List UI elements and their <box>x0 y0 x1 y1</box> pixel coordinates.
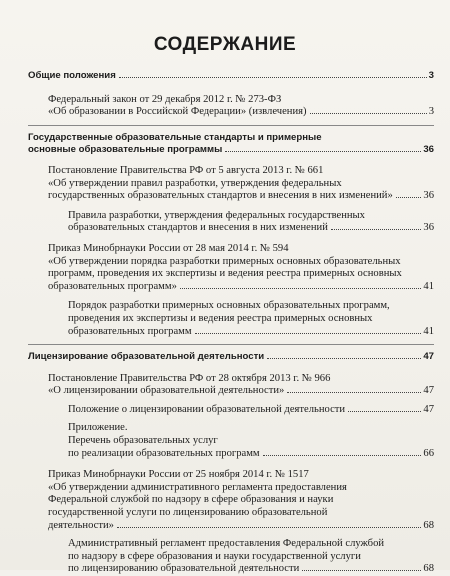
dot-leader <box>331 229 422 230</box>
toc-entry-line: деятельности» <box>48 519 114 531</box>
toc-entry-line: образовательных программ <box>68 325 192 337</box>
toc-entry-last-line <box>48 106 434 119</box>
toc-entry-line: Государственные образовательные стандарты и примерные <box>28 131 322 143</box>
section-divider <box>28 344 434 345</box>
toc-section <box>28 70 434 83</box>
page-number: 47 <box>423 385 434 397</box>
toc-entry-last-line <box>48 281 434 294</box>
toc-entry-line: Порядок разработки примерных основных образовательных программ, <box>68 300 390 312</box>
toc-entry <box>28 422 434 460</box>
toc-entry-line: Правила разработки, утверждения федеральных государственных <box>68 209 365 221</box>
toc-entry-line: Перечень образовательных услуг <box>68 435 218 447</box>
toc-entry-line: проведения их экспертизы и ведения реестра примерных основных <box>68 312 373 324</box>
dot-leader <box>348 411 421 412</box>
toc-entry-line: Административный регламент предоставления Федеральной службой <box>68 538 385 550</box>
toc-entry-last-line <box>48 385 434 398</box>
page-number: 41 <box>423 325 434 337</box>
toc-entry-line: Федеральный закон от 29 декабря 2012 г. № 273-ФЗ <box>48 93 282 105</box>
table-of-contents <box>28 70 434 576</box>
page-number: 68 <box>423 519 434 531</box>
toc-entry <box>28 373 434 398</box>
toc-entry-line: программ, проведения их экспертизы и ведения реестра примерных основных <box>48 268 402 280</box>
page-number: 41 <box>423 280 434 292</box>
toc-entry-last-line <box>68 448 434 461</box>
toc-entry-line: Постановление Правительства РФ от 5 августа 2013 г. № 661 <box>48 164 324 176</box>
toc-entry-line: «Об образовании в Российской Федерации» (извлечения) <box>48 106 307 118</box>
toc-entry-line: государственных образовательных стандартов и внесения в них изменений» <box>48 190 393 202</box>
dot-leader <box>287 392 421 393</box>
toc-entry <box>28 243 434 293</box>
toc-section <box>28 132 434 157</box>
page-number: 47 <box>423 351 434 363</box>
toc-entry-line: государственной услуги по лицензированию образовательной <box>48 507 328 519</box>
toc-entry-last-line <box>48 190 434 203</box>
toc-entry-line: Постановление Правительства РФ от 28 октября 2013 г. № 966 <box>48 372 331 384</box>
toc-entry <box>28 165 434 203</box>
page-title: СОДЕРЖАНИЕ <box>153 34 297 55</box>
toc-entry-last-line <box>28 70 434 83</box>
page-number: 36 <box>423 190 434 202</box>
toc-entry-last-line <box>68 222 434 235</box>
dot-leader <box>396 197 422 198</box>
toc-entry-line: образовательных стандартов и внесения в них изменений <box>68 222 328 234</box>
toc-entry-last-line <box>28 144 434 157</box>
dot-leader <box>267 358 421 359</box>
toc-entry-line: Лицензирование образовательной деятельности <box>28 351 265 363</box>
toc-entry-last-line <box>68 404 434 417</box>
toc-entry-line: «Об утверждении административного регламента предоставления <box>48 481 347 493</box>
toc-entry-line: Приложение. <box>68 422 128 434</box>
dot-leader <box>180 288 422 289</box>
dot-leader <box>263 455 422 456</box>
page-number: 36 <box>423 144 434 156</box>
toc-entry-line: «О лицензировании образовательной деятельности» <box>48 385 285 397</box>
section-divider <box>28 125 434 126</box>
toc-entry-last-line <box>68 326 434 339</box>
toc-entry-line: образовательных программ» <box>48 280 177 292</box>
toc-entry-last-line <box>48 520 434 533</box>
toc-entry-line: Федеральной службой по надзору в сфере образования и науки <box>48 494 334 506</box>
toc-entry <box>28 210 434 235</box>
toc-entry-line: Приказ Минобрнауки России от 25 ноября 2014 г. № 1517 <box>48 469 309 481</box>
page-number: 68 <box>423 563 434 575</box>
page-number: 3 <box>428 70 434 81</box>
toc-entry-line: по надзору в сфере образования и науки государственной услуги <box>68 550 361 562</box>
toc-entry-line: Общие положения <box>28 70 116 81</box>
toc-entry-line: «Об утверждении правил разработки, утверждения федеральных <box>48 177 342 189</box>
toc-entry-line: основные образовательные программы <box>28 144 223 156</box>
dot-leader <box>117 527 421 528</box>
toc-entry <box>28 404 434 417</box>
toc-entry-line: Положение о лицензировании образовательной деятельности <box>68 403 346 415</box>
dot-leader <box>310 113 427 114</box>
toc-entry <box>28 469 434 532</box>
toc-entry-line: по лицензированию образовательной деятельности <box>68 563 300 575</box>
page-number: 66 <box>423 447 434 459</box>
page-number: 36 <box>423 222 434 234</box>
dot-leader <box>119 77 427 78</box>
toc-entry-last-line <box>28 351 434 364</box>
toc-entry <box>28 300 434 338</box>
dot-leader <box>225 151 421 152</box>
toc-entry <box>28 94 434 119</box>
toc-entry-line: «Об утверждении порядка разработки примерных основных образовательных <box>48 255 401 267</box>
toc-entry-line: по реализации образовательных программ <box>68 447 260 459</box>
toc-section <box>28 351 434 364</box>
page-number: 3 <box>428 106 434 118</box>
dot-leader <box>302 570 421 571</box>
page-number: 47 <box>423 403 434 415</box>
toc-entry-line: Приказ Минобрнауки России от 28 мая 2014 г. № 594 <box>48 242 289 254</box>
dot-leader <box>195 333 422 334</box>
toc-entry <box>28 538 434 576</box>
